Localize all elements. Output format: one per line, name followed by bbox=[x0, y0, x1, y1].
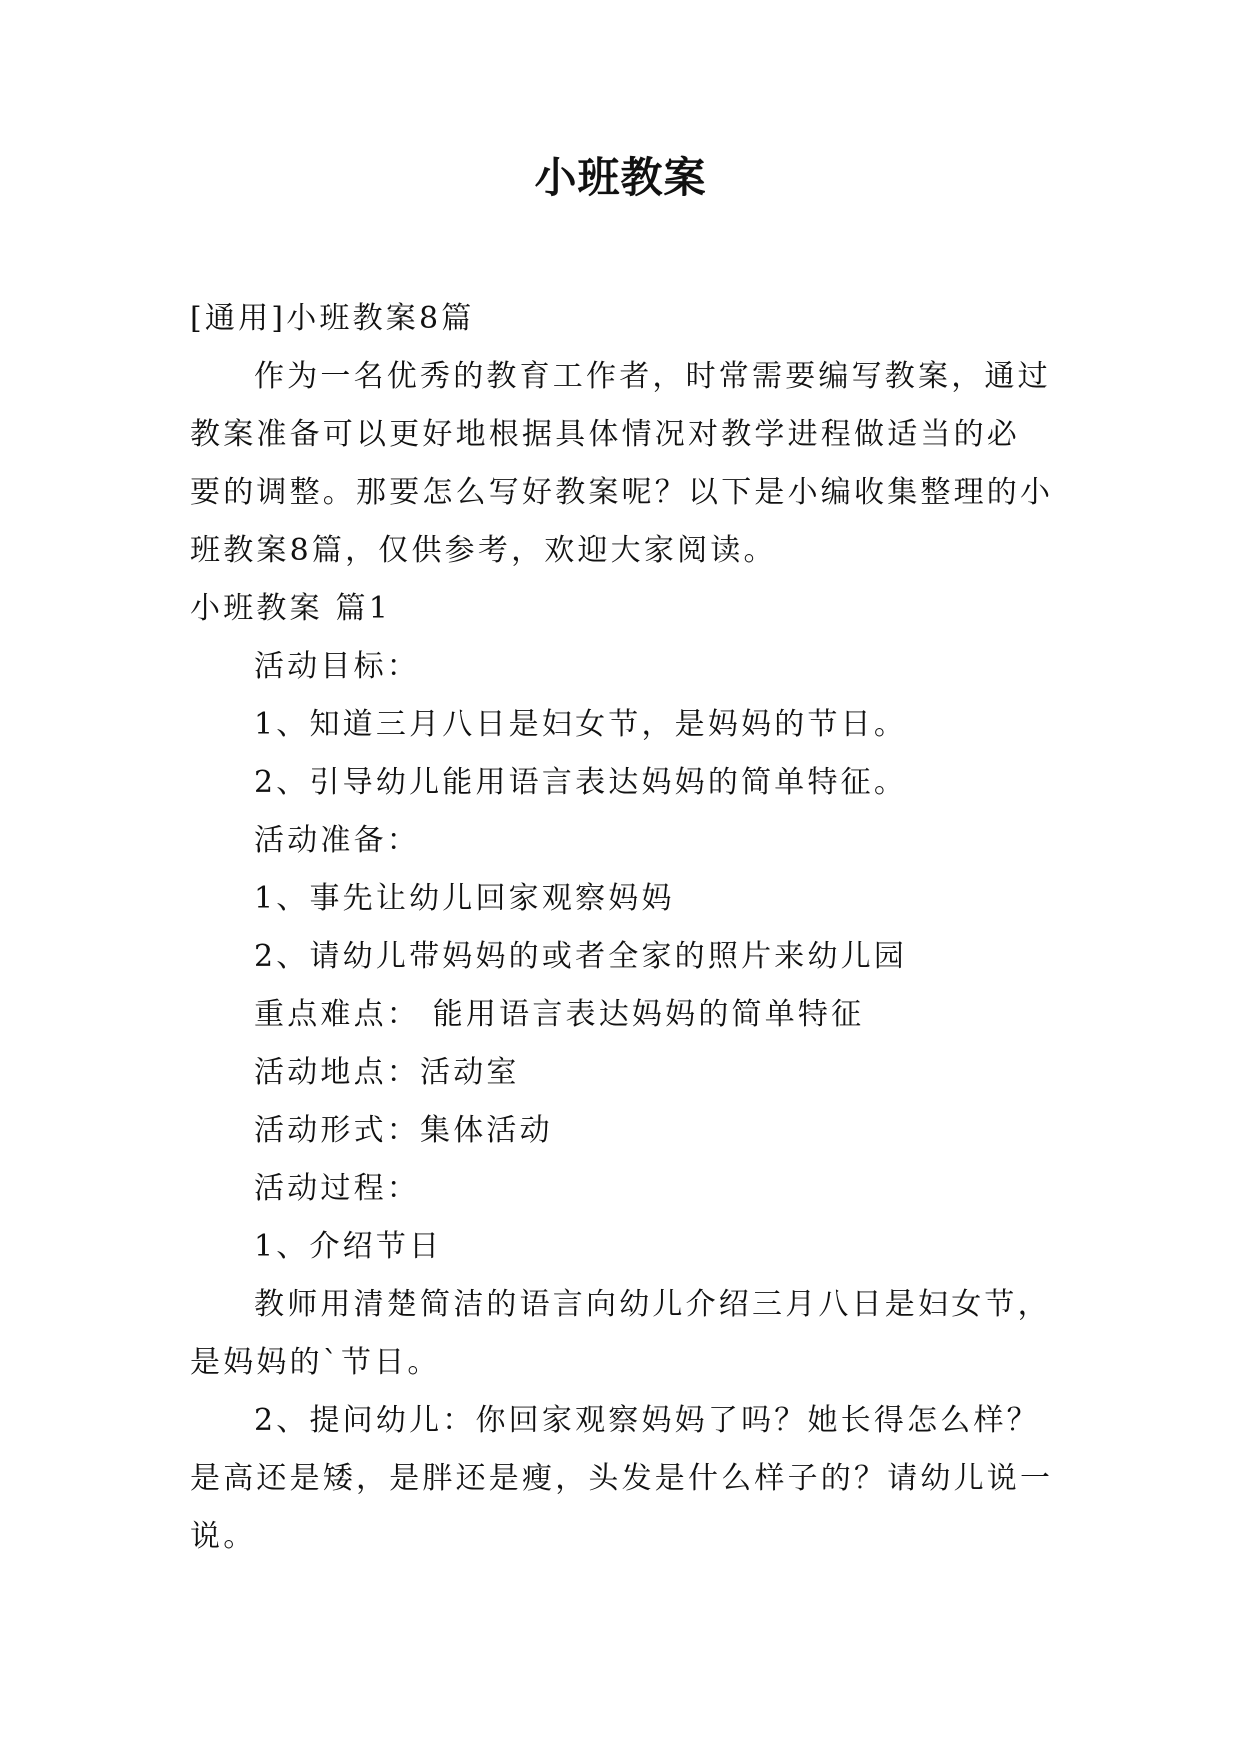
paragraph-line: 是高还是矮，是胖还是瘦，头发是什么样子的？请幼儿说一 bbox=[190, 1461, 1054, 1496]
paragraph-line: 1、知道三月八日是妇女节，是妈妈的节日。 bbox=[254, 707, 908, 742]
paragraph-line: 活动过程： bbox=[254, 1171, 420, 1206]
paragraph-line: 教案准备可以更好地根据具体情况对教学进程做适当的必 bbox=[190, 417, 1020, 452]
paragraph-line: 活动地点：活动室 bbox=[254, 1055, 520, 1090]
paragraph-line: 说。 bbox=[190, 1519, 257, 1554]
paragraph-line: 1、介绍节日 bbox=[254, 1229, 443, 1264]
document-title: 小班教案 bbox=[534, 153, 707, 202]
paragraph-line: 2、请幼儿带妈妈的或者全家的照片来幼儿园 bbox=[254, 939, 908, 974]
paragraph-line: 重点难点： 能用语言表达妈妈的简单特征 bbox=[254, 997, 865, 1032]
paragraph-line: 班教案8篇，仅供参考，欢迎大家阅读。 bbox=[190, 533, 777, 568]
document-body bbox=[190, 290, 1060, 1566]
paragraph-line: 要的调整。那要怎么写好教案呢？以下是小编收集整理的小 bbox=[190, 475, 1054, 510]
subtitle-line: [通用]小班教案8篇 bbox=[190, 301, 475, 336]
paragraph-line: 是妈妈的`节日。 bbox=[190, 1345, 441, 1380]
paragraph-line: 作为一名优秀的教育工作者，时常需要编写教案，通过 bbox=[254, 359, 1051, 394]
paragraph-line: 1、事先让幼儿回家观察妈妈 bbox=[254, 881, 675, 916]
paragraph-line: 活动准备： bbox=[254, 823, 420, 858]
paragraph-line: 2、提问幼儿：你回家观察妈妈了吗？她长得怎么样？ bbox=[254, 1403, 1040, 1438]
paragraph-line: 活动目标： bbox=[254, 649, 420, 684]
section-heading: 小班教案 篇1 bbox=[190, 591, 392, 626]
paragraph-line: 2、引导幼儿能用语言表达妈妈的简单特征。 bbox=[254, 765, 908, 800]
paragraph-line: 活动形式：集体活动 bbox=[254, 1113, 553, 1148]
paragraph-line: 教师用清楚简洁的语言向幼儿介绍三月八日是妇女节， bbox=[254, 1287, 1051, 1322]
